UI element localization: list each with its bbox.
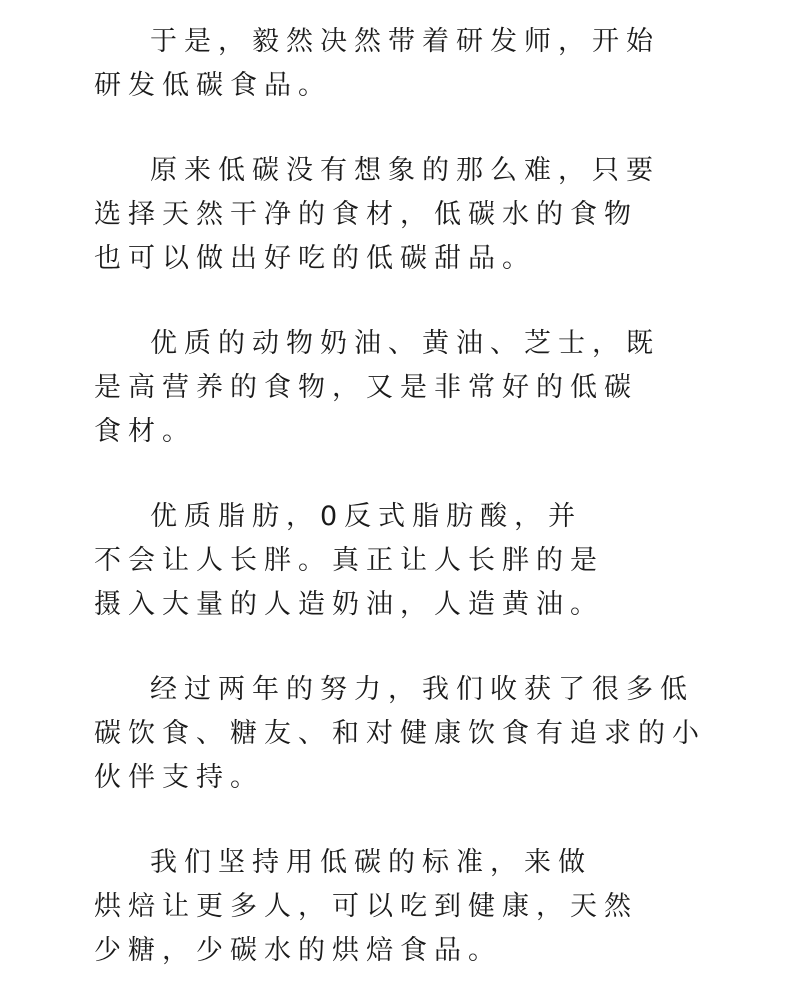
text-line: 是高营养的食物，又是非常好的低碳 [94,372,638,403]
text-line: 碳饮食、糖友、和对健康饮食有追求的小 [94,718,706,749]
text-line: 食材。 [94,416,196,447]
text-line: 我们坚持用低碳的标准，来做 [150,847,592,878]
text-line: 不会让人长胖。真正让人长胖的是 [94,545,604,576]
text-line: 烘焙让更多人，可以吃到健康，天然 [94,891,638,922]
text-line: 于是，毅然决然带着研发师，开始 [150,26,660,57]
text-line: 摄入大量的人造奶油，人造黄油。 [94,589,604,620]
text-line: 少糖，少碳水的烘焙食品。 [94,935,502,966]
text-line: 原来低碳没有想象的那么难，只要 [150,155,660,186]
text-line: 也可以做出好吃的低碳甜品。 [94,243,536,274]
text-line: 研发低碳食品。 [94,70,332,101]
text-line: 选择天然干净的食材，低碳水的食物 [94,199,638,230]
text-line: 经过两年的努力，我们收获了很多低 [150,674,694,705]
text-line: 伙伴支持。 [94,762,264,793]
text-line: 优质脂肪，0反式脂肪酸，并 [150,501,583,532]
text-line: 优质的动物奶油、黄油、芝士，既 [150,328,660,359]
